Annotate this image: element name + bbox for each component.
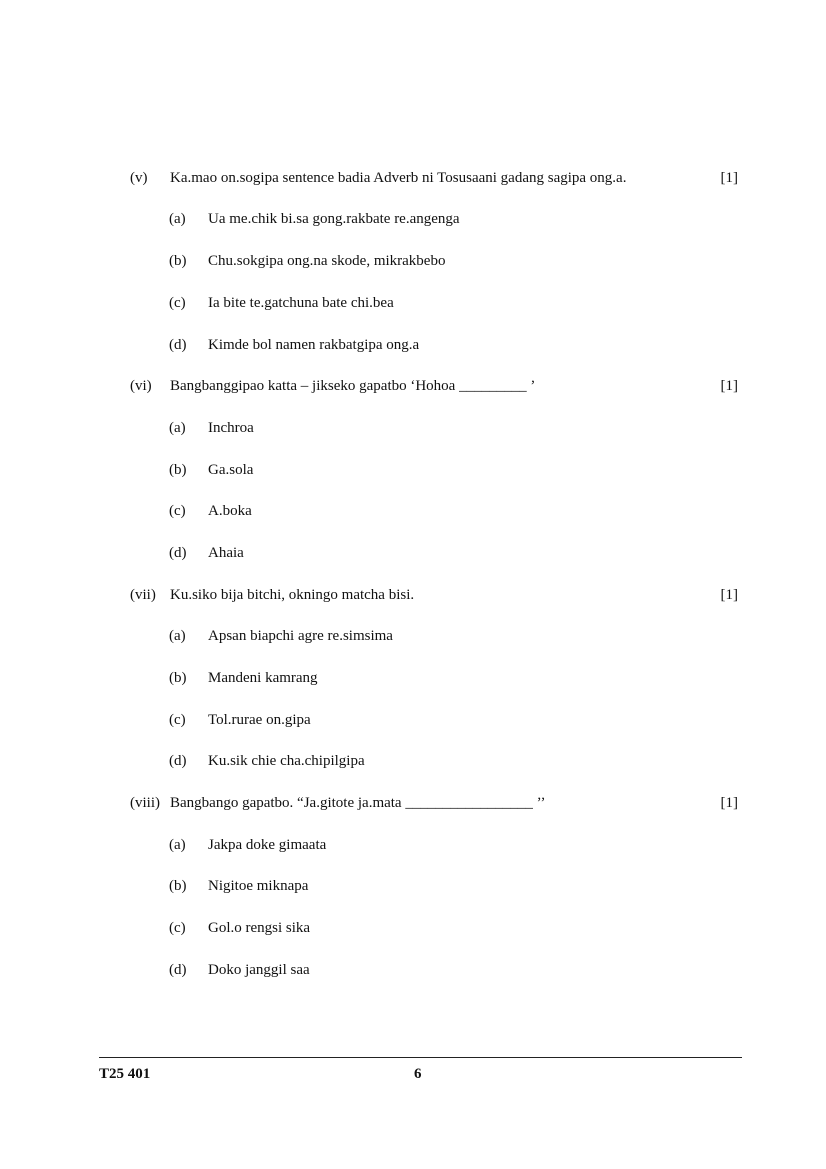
footer-divider <box>99 1057 742 1058</box>
question-marks: [1] <box>720 378 738 394</box>
option-text: Chu.sokgipa ong.na skode, mikrakbebo <box>208 253 446 269</box>
option-letter: (a) <box>169 211 186 227</box>
option-letter: (a) <box>169 420 186 436</box>
option-letter: (a) <box>169 628 186 644</box>
option-letter: (d) <box>169 337 187 353</box>
option-text: Tol.rurae on.gipa <box>208 712 311 728</box>
option-text: Nigitoe miknapa <box>208 878 309 894</box>
option-text: Ku.sik chie cha.chipilgipa <box>208 753 365 769</box>
page-number: 6 <box>414 1066 422 1082</box>
option-letter: (d) <box>169 962 187 978</box>
option-text: Kimde bol namen rakbatgipa ong.a <box>208 337 420 353</box>
option-text: Ga.sola <box>208 462 254 478</box>
option-text: Gol.o rengsi sika <box>208 920 311 936</box>
option-text: Mandeni kamrang <box>208 670 318 686</box>
option-letter: (d) <box>169 753 187 769</box>
question-text: Bangbanggipao katta – jikseko gapatbo ‘Hohoa _________ ’ <box>170 378 536 394</box>
option-letter: (c) <box>169 503 186 519</box>
option-letter: (c) <box>169 295 186 311</box>
option-letter: (b) <box>169 670 187 686</box>
question-number: (vi) <box>130 378 152 394</box>
option-letter: (b) <box>169 462 187 478</box>
question-marks: [1] <box>720 795 738 811</box>
option-text: Jakpa doke gimaata <box>208 837 327 853</box>
question-number: (viii) <box>130 795 160 811</box>
option-text: Ia bite te.gatchuna bate chi.bea <box>208 295 394 311</box>
option-letter: (a) <box>169 837 186 853</box>
option-text: Ahaia <box>208 545 244 561</box>
paper-code: T25 401 <box>99 1066 151 1082</box>
option-text: Ua me.chik bi.sa gong.rakbate re.angenga <box>208 211 460 227</box>
question-text: Ku.siko bija bitchi, okningo matcha bisi. <box>170 587 415 603</box>
question-marks: [1] <box>720 587 738 603</box>
option-text: Doko janggil saa <box>208 962 310 978</box>
option-letter: (c) <box>169 712 186 728</box>
option-letter: (d) <box>169 545 187 561</box>
option-letter: (c) <box>169 920 186 936</box>
question-number: (v) <box>130 170 148 186</box>
option-text: Apsan biapchi agre re.simsima <box>208 628 393 644</box>
option-text: A.boka <box>208 503 252 519</box>
option-letter: (b) <box>169 253 187 269</box>
option-letter: (b) <box>169 878 187 894</box>
question-number: (vii) <box>130 587 156 603</box>
question-marks: [1] <box>720 170 738 186</box>
question-text: Ka.mao on.sogipa sentence badia Adverb ni Tosusaani gadang sagipa ong.a. <box>170 170 627 186</box>
option-text: Inchroa <box>208 420 254 436</box>
question-text: Bangbango gapatbo. “Ja.gitote ja.mata _________________ ’’ <box>170 795 546 811</box>
